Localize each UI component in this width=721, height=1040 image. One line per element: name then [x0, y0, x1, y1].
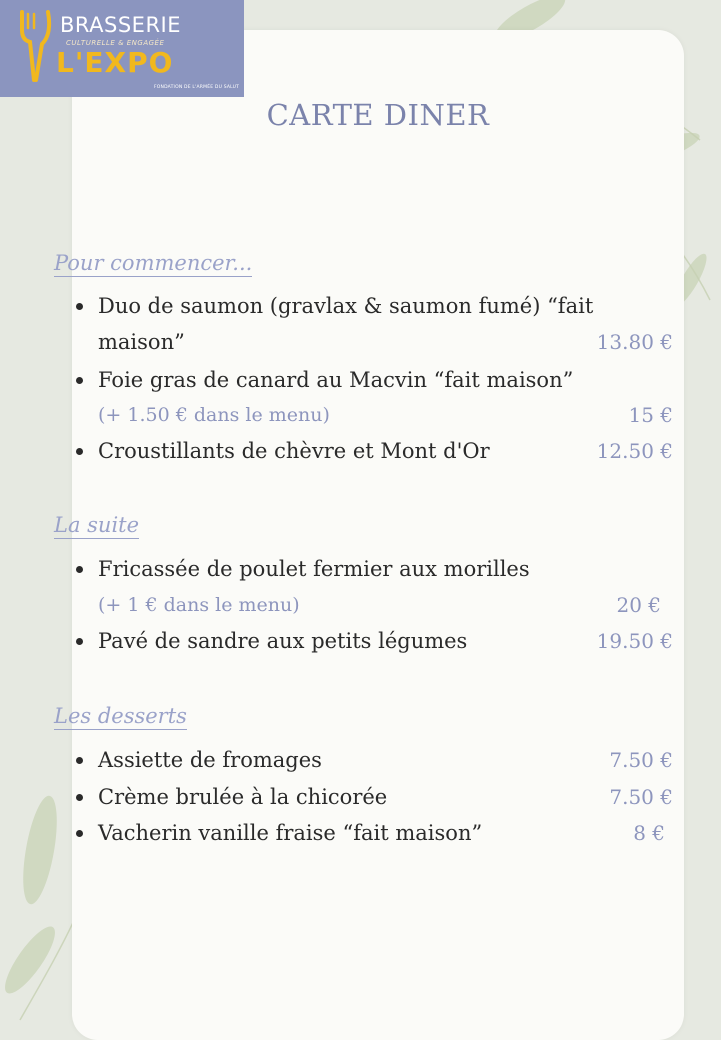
menu-item-name: Pavé de sandre aux petits légumes — [98, 629, 468, 653]
menu-item-price: 8 € — [633, 821, 665, 845]
menu-item-price: 19.50 € — [596, 629, 673, 653]
menu-item-note: (+ 1.50 € dans le menu) — [98, 404, 330, 426]
bullet — [76, 377, 83, 384]
menu-item-price: 13.80 € — [596, 330, 673, 354]
bullet — [76, 757, 83, 764]
bullet — [76, 830, 83, 837]
section-heading-desserts: Les desserts — [54, 704, 187, 728]
fork-knife-icon — [14, 10, 56, 82]
brand-logo — [0, 0, 244, 97]
bullet — [76, 638, 83, 645]
menu-item-name: Duo de saumon (gravlax & saumon fumé) “fait — [98, 294, 594, 318]
bullet — [76, 448, 83, 455]
menu-item-name: Fricassée de poulet fermier aux morilles — [98, 557, 530, 581]
brand-foundation: FONDATION DE L'ARMÉE DU SALUT — [154, 85, 240, 90]
brand-subname: L'EXPO — [56, 46, 174, 79]
menu-item-name-continued: maison” — [98, 330, 185, 354]
bullet — [76, 794, 83, 801]
menu-item-name: Vacherin vanille fraise “fait maison” — [98, 821, 483, 845]
section-heading-starters: Pour commencer... — [54, 251, 253, 275]
menu-item-price: 7.50 € — [609, 748, 673, 772]
menu-item-price: 20 € — [616, 593, 661, 617]
brand-name: BRASSERIE — [60, 13, 181, 37]
bullet — [76, 303, 83, 310]
menu-card — [72, 30, 684, 1040]
menu-item-price: 12.50 € — [596, 439, 673, 463]
brand-tagline: CULTURELLE & ENGAGÉE — [66, 39, 165, 47]
bullet — [76, 566, 83, 573]
menu-item-note: (+ 1 € dans le menu) — [98, 594, 300, 616]
menu-item-price: 15 € — [628, 403, 673, 427]
menu-item-name: Assiette de fromages — [98, 748, 322, 772]
menu-item-name: Crème brulée à la chicorée — [98, 785, 388, 809]
menu-item-price: 7.50 € — [609, 785, 673, 809]
page-title: CARTE DINER — [266, 98, 490, 132]
menu-item-name: Foie gras de canard au Macvin “fait maison” — [98, 368, 574, 392]
menu-item-name: Croustillants de chèvre et Mont d'Or — [98, 439, 490, 463]
section-heading-mains: La suite — [54, 513, 140, 537]
